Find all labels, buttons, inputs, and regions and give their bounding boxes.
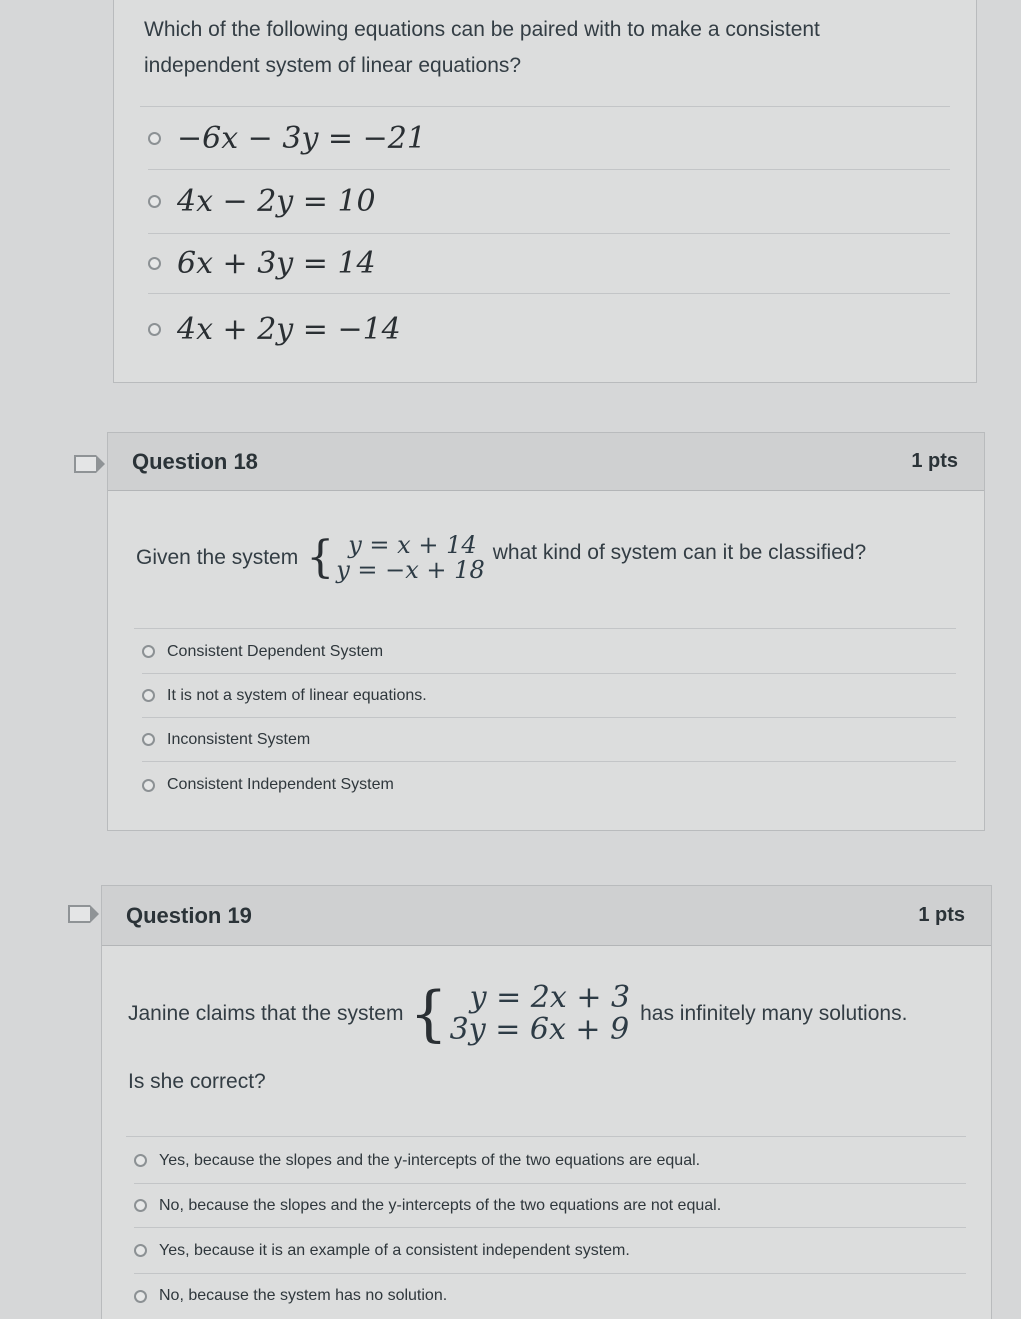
q19-option-1[interactable] xyxy=(134,1138,966,1184)
q18-option-1[interactable] xyxy=(142,630,956,674)
question-18-card xyxy=(107,432,985,831)
left-brace: { xyxy=(409,978,448,1049)
q19-option-label: Yes, because it is an example of a consistent independent system. xyxy=(159,1241,630,1259)
question-18-points: 1 pts xyxy=(911,450,958,472)
flag-question-19-icon[interactable] xyxy=(68,905,90,923)
q18-option-3[interactable] xyxy=(142,718,956,762)
radio-button[interactable] xyxy=(142,645,155,658)
question-18-title: Question 18 xyxy=(132,448,258,474)
q18-equation-system xyxy=(306,533,484,583)
q17-option-2[interactable] xyxy=(148,170,950,234)
radio-button[interactable] xyxy=(134,1199,147,1212)
q19-equation-1: y = 2x + 3 xyxy=(469,980,631,1015)
q18-option-label: It is not a system of linear equations. xyxy=(167,686,427,704)
q19-option-label: No, because the slopes and the y-intercepts of the two equations are not equal. xyxy=(159,1196,722,1214)
question-19-prompt xyxy=(128,978,908,1049)
radio-button[interactable] xyxy=(148,132,161,145)
q18-prompt-after: what kind of system can it be classified? xyxy=(492,541,867,565)
q19-prompt-question: Is she correct? xyxy=(128,1070,266,1093)
question-17-card xyxy=(113,0,977,383)
radio-button[interactable] xyxy=(148,323,161,336)
q19-prompt-before: Janine claims that the system xyxy=(128,1001,404,1025)
question-19-card xyxy=(101,885,992,1319)
q18-prompt-before: Given the system xyxy=(136,546,299,570)
question-17-prompt: Which of the following equations can be paired with to make a consistent independent system of linear equations? xyxy=(144,18,820,77)
radio-button[interactable] xyxy=(134,1244,147,1257)
q19-option-label: No, because the system has no solution. xyxy=(159,1287,448,1304)
q18-option-label: Consistent Dependent System xyxy=(167,642,384,660)
q19-option-4[interactable] xyxy=(134,1274,966,1318)
left-brace: { xyxy=(306,532,335,584)
radio-button[interactable] xyxy=(142,779,155,792)
radio-button[interactable] xyxy=(134,1154,147,1167)
question-19-title: Question 19 xyxy=(126,902,252,928)
q18-option-4[interactable] xyxy=(142,762,956,808)
radio-button[interactable] xyxy=(148,257,161,270)
q19-option-2[interactable] xyxy=(134,1184,966,1228)
q18-option-2[interactable] xyxy=(142,674,956,718)
q19-prompt-after: has infinitely many solutions. xyxy=(640,1001,908,1025)
q18-equation-2: y = −x + 18 xyxy=(336,556,485,585)
radio-button[interactable] xyxy=(148,195,161,208)
q19-option-label: Yes, because the slopes and the y-intercepts of the two equations are equal. xyxy=(159,1151,701,1169)
question-18-header xyxy=(108,433,984,491)
radio-button[interactable] xyxy=(142,689,155,702)
q17-option-label: 6x + 3y = 14 xyxy=(177,246,376,281)
question-19-header xyxy=(102,886,991,946)
flag-question-18-icon[interactable] xyxy=(74,455,96,473)
q18-equation-1: y = x + 14 xyxy=(348,531,477,559)
question-18-prompt xyxy=(136,533,866,583)
q17-option-3[interactable] xyxy=(148,234,950,294)
q17-option-4[interactable] xyxy=(148,294,950,364)
radio-button[interactable] xyxy=(134,1290,147,1303)
q18-option-label: Consistent Independent System xyxy=(167,776,394,793)
q19-option-3[interactable] xyxy=(134,1228,966,1274)
q19-equation-2: 3y = 6x + 9 xyxy=(449,1011,630,1047)
q17-option-1[interactable] xyxy=(148,108,950,170)
q17-option-label: 4x + 2y = −14 xyxy=(177,311,401,347)
radio-button[interactable] xyxy=(142,733,155,746)
question-19-points: 1 pts xyxy=(918,904,965,926)
q17-option-label: −6x − 3y = −21 xyxy=(177,121,426,156)
q19-equation-system xyxy=(409,978,631,1049)
q17-option-label: 4x − 2y = 10 xyxy=(177,184,376,219)
q18-option-label: Inconsistent System xyxy=(167,730,311,748)
